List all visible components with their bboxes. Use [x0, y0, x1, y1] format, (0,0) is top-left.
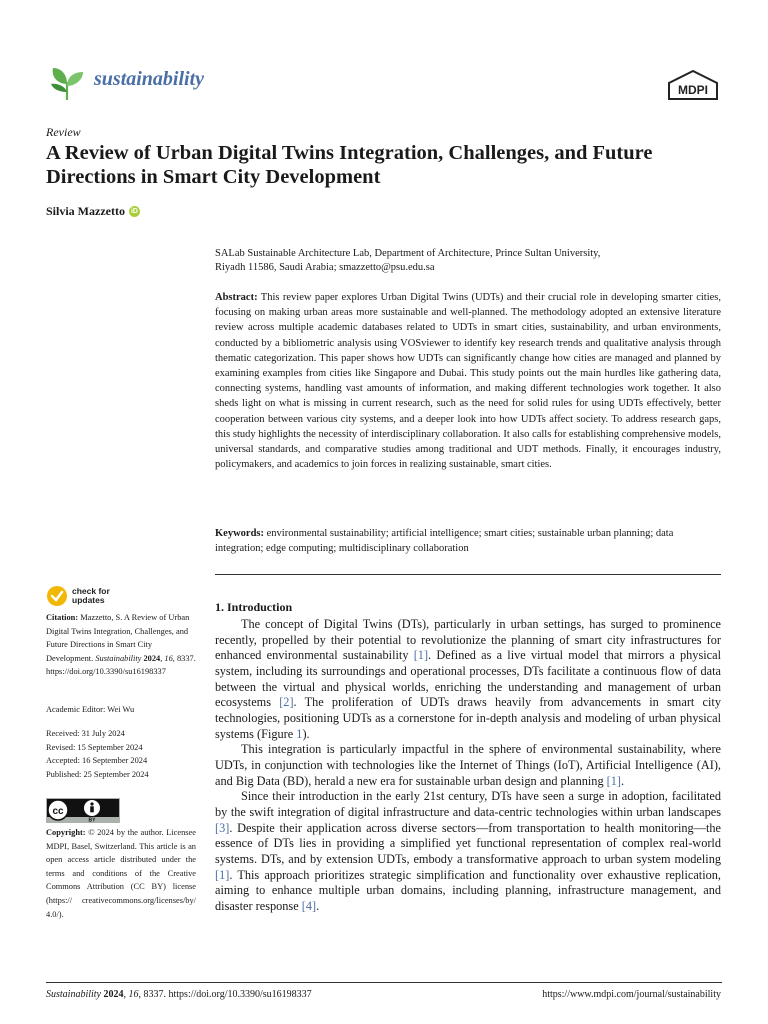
published-date: Published: 25 September 2024: [46, 769, 149, 779]
citation-ref[interactable]: [1]: [606, 773, 622, 788]
section-heading-introduction: 1. Introduction: [215, 600, 293, 614]
affiliation-line-1: SALab Sustainable Architecture Lab, Department of Architecture, Prince Sultan University,: [215, 248, 601, 259]
check-updates-icon: [46, 585, 68, 607]
keywords-label: Keywords:: [215, 528, 264, 539]
citation-ref[interactable]: [2]: [279, 695, 294, 710]
academic-editor: Academic Editor: Wei Wu: [46, 705, 135, 714]
copyright-text: © 2024 by the author. Licensee MDPI, Basel, Switzerland. This article is an open access article distributed under the terms and conditions of the Creative Commons Attribution (CC BY) license (https:// creativecommons.org/licenses/by/ 4.0/).: [46, 828, 196, 919]
keywords: [215, 526, 721, 556]
citation-block: Citation: Mazzetto, S. A Review of Urban Digital Twins Integration, Challenges, and Future Directions in Smart City Development. Sustainability 2024, 16, 8337. https://doi.org/10.3390/su16198337: [46, 613, 196, 677]
mdpi-logo[interactable]: [667, 70, 719, 100]
citation-doi[interactable]: https://doi.org/10.3390/su16198337: [46, 667, 166, 677]
mdpi-logo-text: MDPI: [678, 83, 708, 97]
revised-date: Revised: 15 September 2024: [46, 742, 143, 752]
abstract-text: This review paper explores Urban Digital Twins (UDTs) and their crucial role in developing smarter cities, focusing on making urban areas more sustainable and well-planned. The methodology adopted an extensive literature review across multiple academic databases related to UDTs in smart cities, sustainability, and urban environments, conducted by a bibliometric analysis using VOSviewer to identify key research trends and qualitative analysis through thematic categorization. This paper shows how UDTs can significantly change how cities are managed and planned by examining examples from cities like Singapore and Dubai. This study points out the main hurdles like gathering data, connecting systems, handling vast amounts of information, and making different technologies work together. It also sheds light on what is missing in current research, such as the need for solid rules for using UDTs effectively, better cooperation between various city systems, and a deeper look into how UDTs affect society. To address research gaps, this study highlights the necessity of interdisciplinary collaboration. It also calls for establishing comprehensive models, universal standards, and comparative studies among traditional and UDT methods. Finally, it encourages industry, policymakers, and academics to join forces in realizing sustainable, smart cities.: [215, 292, 721, 471]
check-updates-line-2: updates: [72, 595, 105, 605]
affiliation-line-2: Riyadh 11586, Saudi Arabia; smazzetto@psu.edu.sa: [215, 262, 435, 273]
abstract-label: Abstract:: [215, 292, 258, 303]
journal-name[interactable]: sustainability: [94, 68, 205, 90]
figure-ref[interactable]: 1: [296, 726, 303, 741]
citation-ref[interactable]: [4]: [301, 898, 317, 913]
intro-paragraph-3: Since their introduction in the early 21st century, DTs have seen a surge in adoption, facilitated by the swift integration of digital infrastructure and data-centric technologies within urban landscapes [3]. Despite their application across diverse sectors—from transportation to health monitoring—the essence of DTs lies in providing a simplified yet functional representation of complex real-world systems. DTs, and by extension UDTs, embody a transformative approach to urban system modeling [1]. This approach prioritizes strategic simplification and functionality over exhaustive replication, aiming to enhance multiple urban domains, including planning, infrastructure management, and disaster response [4].: [215, 789, 721, 913]
cc-by-license-icon[interactable]: [46, 798, 120, 823]
section-divider: [215, 574, 721, 575]
accepted-date: Accepted: 16 September 2024: [46, 756, 148, 766]
introduction-body: [215, 617, 721, 914]
footer-journal-url[interactable]: https://www.mdpi.com/journal/sustainability: [542, 989, 721, 1000]
keywords-text: environmental sustainability; artificial intelligence; smart cities; sustainable urban planning; data integration; edge computing; multidisciplinary collaboration: [215, 528, 674, 555]
intro-paragraph-1: The concept of Digital Twins (DTs), particularly in urban settings, has surged to prominence recently, propelled by their potential to revolutionize the planning of smart city infrastructures for enhanced environmental sustainability [1]. Defined as a live virtual model that mirrors a physical system, including its surroundings and operational processes, DTs facilitate a continuous flow of data between the virtual and physical worlds, enriching the understanding and management of urban ecosystems [2]. The proliferation of UDTs draws heavily from advancements in smart city technologies, positioning UDTs as a cornerstone for in-depth analysis and modeling of urban physical systems (Figure 1).: [215, 617, 721, 741]
citation-label: Citation:: [46, 613, 79, 622]
copyright-label: Copyright:: [46, 828, 86, 837]
citation-pages: , 8337.: [172, 653, 196, 663]
leaf-sprout-icon: [45, 62, 89, 102]
abstract: [215, 290, 721, 472]
citation-ref[interactable]: [1]: [215, 867, 230, 882]
article-type: Review: [46, 125, 81, 139]
check-updates-line-1: check for: [72, 586, 110, 596]
copyright-block: [46, 826, 196, 921]
footer-citation: Sustainability 2024, 16, 8337. https://doi.org/10.3390/su16198337: [46, 989, 312, 1000]
svg-text:BY: BY: [88, 817, 96, 823]
citation-year: 2024: [143, 653, 161, 663]
citation-journal: Sustainability: [95, 653, 142, 663]
citation-volume: 16: [164, 653, 173, 663]
citation-text: Mazzetto, S. A Review of Urban Digital Twins Integration, Challenges, and Future Directions in Smart City Development.: [46, 613, 190, 663]
dates-block: [46, 727, 196, 781]
citation-ref[interactable]: [3]: [215, 820, 230, 835]
received-date: Received: 31 July 2024: [46, 729, 125, 738]
orcid-icon[interactable]: iD: [130, 208, 138, 215]
footer-divider: [46, 982, 722, 983]
citation-ref[interactable]: [1]: [413, 648, 429, 663]
author-line: [46, 204, 140, 219]
svg-text:cc: cc: [52, 806, 64, 817]
intro-paragraph-2: This integration is particularly impactful in the sphere of environmental sustainability, where UDTs, in conjunction with technologies like the Internet of Things (IoT), Artificial Intelligence (AI), and Big Data (BD), herald a new era for sustainable urban design and planning [1].: [215, 742, 721, 788]
article-title: A Review of Urban Digital Twins Integration, Challenges, and Future Directions in Smart City Development: [46, 142, 653, 188]
affiliation: [215, 247, 725, 275]
author-name[interactable]: Silvia Mazzetto: [46, 204, 125, 218]
check-for-updates-badge[interactable]: [46, 585, 110, 607]
